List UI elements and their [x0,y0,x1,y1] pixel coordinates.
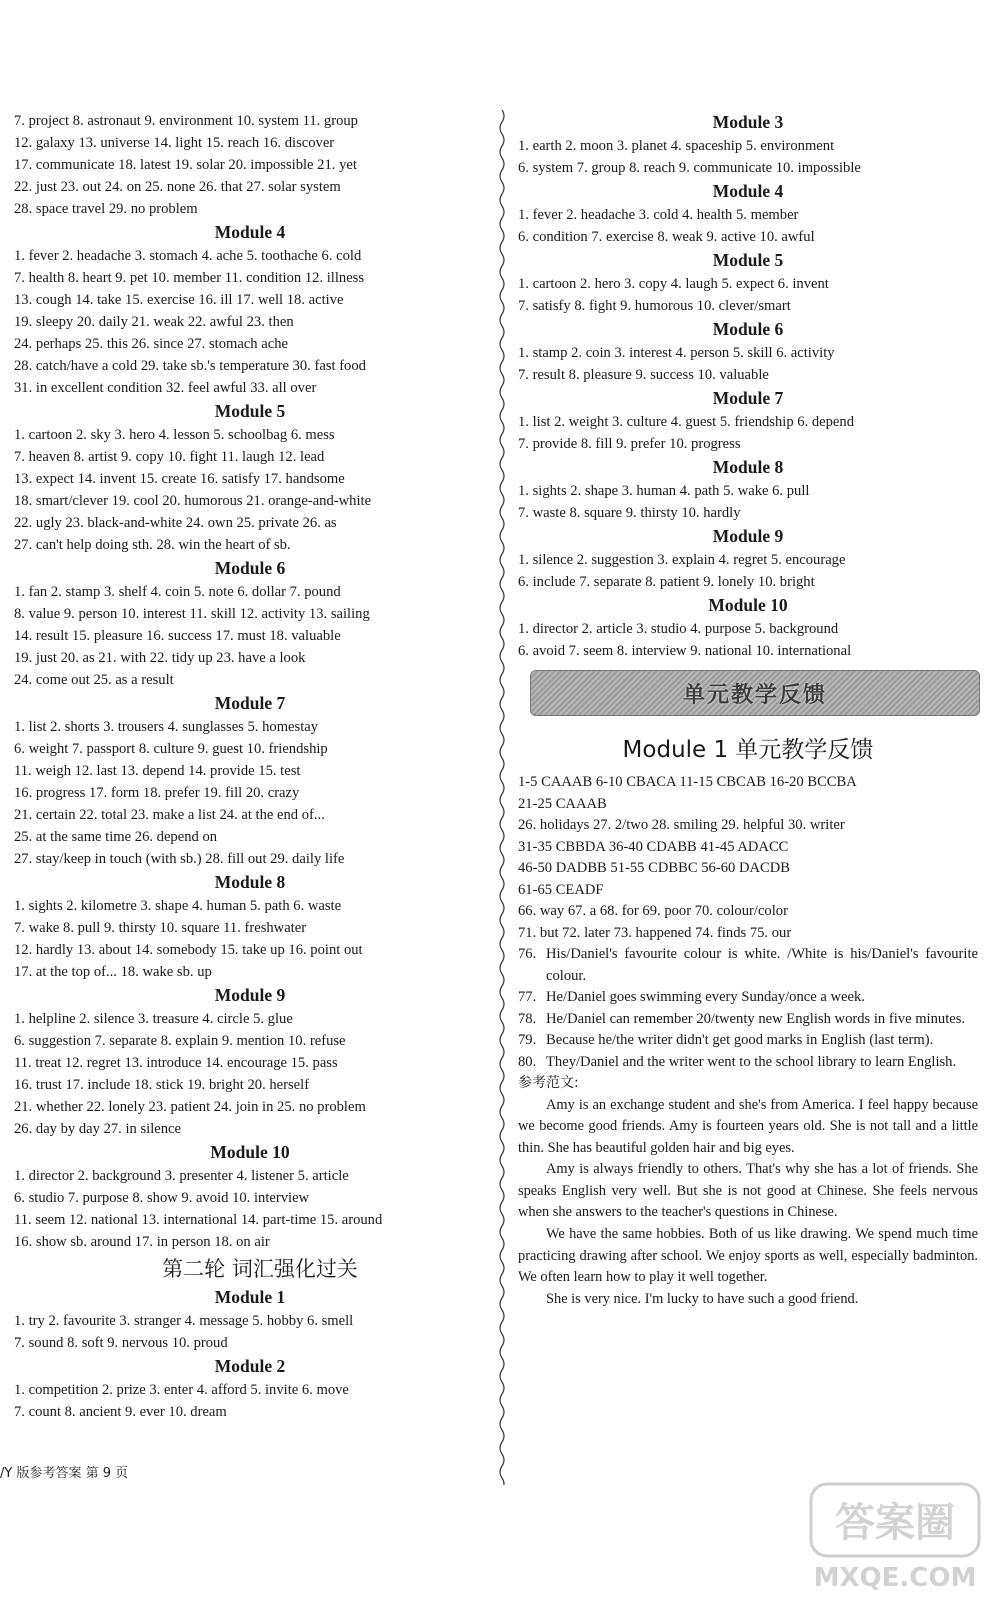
vocab-line: 21. whether 22. lonely 23. patient 24. join in 25. no problem [14,1099,366,1115]
vocab-line: 7. health 8. heart 9. pet 10. member 11. condition 12. illness [14,270,365,286]
vocab-line: 6. avoid 7. seem 8. interview 9. national 10. international [518,643,852,659]
vocab-line: 22. just 23. out 24. on 25. none 26. that 27. solar system [14,179,341,195]
vocab-line: 1. cartoon 2. sky 3. hero 4. lesson 5. schoolbag 6. mess [14,427,335,443]
right-column [518,110,988,1310]
module-heading: Module 7 [712,388,784,408]
vocab-line: 6. condition 7. exercise 8. weak 9. active 10. awful [518,229,815,245]
vocab-line: 1. fever 2. headache 3. stomach 4. ache 5. toothache 6. cold [14,248,362,264]
answer-number: 80. [518,1053,537,1070]
vocab-line: 11. treat 12. regret 13. introduce 14. encourage 15. pass [14,1055,338,1071]
vocab-line: 6. studio 7. purpose 8. show 9. avoid 10. interview [14,1190,310,1206]
vocab-line: 6. system 7. group 8. reach 9. communicate 10. impossible [518,160,861,176]
column-divider [497,110,507,1485]
answer-line: 21-25 CAAAB [518,795,607,812]
sentence-answer [518,1030,988,1052]
vocab-line: 24. perhaps 25. this 26. since 27. stomach ache [14,336,288,352]
sentence-answer [518,1009,988,1031]
module-heading: Module 10 [708,595,788,615]
vocab-line: 1. competition 2. prize 3. enter 4. afford 5. invite 6. move [14,1382,349,1398]
module-heading: Module 6 [214,558,286,578]
vocab-line: 13. expect 14. invent 15. create 16. satisfy 17. handsome [14,471,345,487]
answer-text: He/Daniel goes swimming every Sunday/once a week. [546,989,865,1005]
right-modules [518,110,988,662]
answer-list [518,772,988,944]
essay-paragraph: Amy is an exchange student and she's from America. I feel happy because we become good friends. Amy is fourteen years old. She is not tall and a little thin. She has beautiful golden hair and big eyes. [518,1096,978,1156]
sentence-answer [518,944,988,987]
essay-paragraph: Amy is always friendly to others. That's why she has a lot of friends. She speaks English very well. But she is not good at Chinese. She feels nervous when she answers to the teacher's questions in Chinese. [518,1161,978,1221]
answer-line: 1-5 CAAAB 6-10 CBACA 11-15 CBCAB 16-20 BCCBA [518,774,857,790]
module-heading: Module 3 [712,112,784,132]
round-title: 第二轮 词汇强化过关 [162,1257,358,1281]
essay-paragraph: We have the same hobbies. Both of us like drawing. We spend much time practicing drawing after school. We enjoy sports as well, especially badminton. We often learn how to play it well together. [518,1226,978,1286]
vocab-line: 28. catch/have a cold 29. take sb.'s temperature 30. fast food [14,358,366,374]
vocab-line: 11. weigh 12. last 13. depend 14. provide 15. test [14,763,301,779]
vocab-line: 7. satisfy 8. fight 9. humorous 10. clever/smart [518,298,791,314]
vocab-line: 7. result 8. pleasure 9. success 10. valuable [518,367,769,383]
vocab-line: 13. cough 14. take 15. exercise 16. ill 17. well 18. active [14,292,344,308]
module-heading: Module 2 [214,1356,286,1376]
vocab-line: 7. project 8. astronaut 9. environment 10. system 11. group [14,113,358,129]
vocab-line: 1. list 2. shorts 3. trousers 4. sunglasses 5. homestay [14,719,319,735]
vocab-line: 14. result 15. pleasure 16. success 17. must 18. valuable [14,628,341,644]
watermark-text-bottom: MXQE.COM [813,1563,977,1593]
answer-text: They/Daniel and the writer went to the school library to learn English. [546,1053,957,1070]
vocab-line: 24. come out 25. as a result [14,672,174,688]
vocab-line: 17. communicate 18. latest 19. solar 20. impossible 21. yet [14,157,357,173]
feedback-banner [530,670,980,716]
vocab-line: 1. try 2. favourite 3. stranger 4. message 5. hobby 6. smell [14,1313,354,1329]
vocab-line: 1. cartoon 2. hero 3. copy 4. laugh 5. expect 6. invent [518,276,829,292]
sample-essay-label: 参考范文: [518,1075,579,1091]
module-heading: Module 4 [712,181,784,201]
vocab-line: 12. hardly 13. about 14. somebody 15. take up 16. point out [14,942,363,958]
vocab-line: 16. show sb. around 17. in person 18. on air [14,1234,270,1250]
vocab-line: 8. value 9. person 10. interest 11. skill 12. activity 13. sailing [14,606,370,622]
watermark-logo [805,1480,985,1595]
vocab-line: 26. day by day 27. in silence [14,1121,181,1137]
answer-number: 76. [518,946,537,962]
vocab-line: 12. galaxy 13. universe 14. light 15. reach 16. discover [14,135,335,151]
vocab-line: 27. can't help doing sth. 28. win the heart of sb. [14,537,291,553]
module-heading: Module 5 [712,250,784,270]
module-heading: Module 10 [210,1142,290,1162]
vocab-line: 7. wake 8. pull 9. thirsty 10. square 11. freshwater [14,920,307,936]
answer-number: 79. [518,1032,537,1048]
vocab-line: 7. heaven 8. artist 9. copy 10. fight 11. laugh 12. lead [14,449,325,465]
vocab-line: 1. fever 2. headache 3. cold 4. health 5. member [518,207,799,223]
module-heading: Module 9 [712,526,784,546]
module-heading: Module 5 [214,401,286,421]
answer-line: 71. but 72. later 73. happened 74. finds 75. our [518,924,792,941]
vocab-line: 27. stay/keep in touch (with sb.) 28. fill out 29. daily life [14,851,345,867]
answer-text: His/Daniel's favourite colour is white. /White is his/Daniel's favourite colour. [546,946,978,984]
sentence-answer [518,987,988,1009]
module-heading: Module 1 [214,1287,286,1307]
vocab-line: 16. trust 17. include 18. stick 19. bright 20. herself [14,1077,310,1093]
vocab-line: 19. sleepy 20. daily 21. weak 22. awful 23. then [14,314,294,330]
vocab-line: 22. ugly 23. black-and-white 24. own 25. private 26. as [14,515,337,531]
vocab-line: 11. seem 12. national 13. international 14. part-time 15. around [14,1212,383,1228]
module-heading: Module 4 [214,222,286,242]
vocab-line: 1. fan 2. stamp 3. shelf 4. coin 5. note 6. dollar 7. pound [14,584,341,600]
vocab-line: 1. helpline 2. silence 3. treasure 4. circle 5. glue [14,1011,293,1027]
vocab-line: 21. certain 22. total 23. make a list 24. at the end of... [14,807,325,823]
answer-number: 78. [518,1010,537,1027]
vocab-line: 1. earth 2. moon 3. planet 4. spaceship 5. environment [518,138,835,154]
answer-line: 26. holidays 27. 2/two 28. smiling 29. helpful 30. writer [518,817,845,833]
sentence-answers [518,944,988,1073]
essay-paragraph: She is very nice. I'm lucky to have such a good friend. [546,1290,859,1307]
module-heading: Module 6 [712,319,784,339]
vocab-line: 16. progress 17. form 18. prefer 19. fill 20. crazy [14,785,300,801]
vocab-line: 1. stamp 2. coin 3. interest 4. person 5. skill 6. activity [518,345,835,361]
answer-number: 77. [518,989,537,1005]
watermark-text-top: 答案圈 [835,1500,955,1546]
left-column [14,110,486,1423]
module-heading: Module 7 [214,693,286,713]
answer-line: 66. way 67. a 68. for 69. poor 70. colour/color [518,903,788,919]
vocab-line: 1. director 2. article 3. studio 4. purpose 5. background [518,621,839,637]
banner-title: 单元教学反馈 [682,682,827,708]
vocab-line: 7. provide 8. fill 9. prefer 10. progress [518,436,741,452]
vocab-line: 31. in excellent condition 32. feel awful 33. all over [14,380,317,396]
vocab-line: 7. sound 8. soft 9. nervous 10. proud [14,1335,228,1351]
vocab-line: 1. director 2. background 3. presenter 4. listener 5. article [14,1168,349,1184]
vocab-line: 1. silence 2. suggestion 3. explain 4. regret 5. encourage [518,552,846,568]
vocab-line: 19. just 20. as 21. with 22. tidy up 23. have a look [14,650,306,666]
vocab-line: 6. include 7. separate 8. patient 9. lonely 10. bright [518,574,815,590]
vocab-line: 28. space travel 29. no problem [14,201,198,217]
module-heading: Module 9 [214,985,286,1005]
vocab-line: 18. smart/clever 19. cool 20. humorous 21. orange-and-white [14,493,372,509]
vocab-line: 6. weight 7. passport 8. culture 9. guest 10. friendship [14,741,328,757]
sample-essay [518,1095,988,1311]
answer-line: 61-65 CEADF [518,881,604,898]
vocab-line: 7. waste 8. square 9. thirsty 10. hardly [518,505,741,521]
section-title: Module 1 单元教学反馈 [622,737,874,763]
sentence-answer [518,1052,988,1074]
vocab-line: 1. sights 2. kilometre 3. shape 4. human 5. path 6. waste [14,898,342,914]
page-footer: /Y 版参考答案 第 9 页 [0,1466,129,1481]
module-heading: Module 8 [712,457,784,477]
vocab-line: 1. list 2. weight 3. culture 4. guest 5. friendship 6. depend [518,414,855,430]
answer-line: 46-50 DADBB 51-55 CDBBC 56-60 DACDB [518,860,791,876]
vocab-line: 6. suggestion 7. separate 8. explain 9. mention 10. refuse [14,1033,346,1049]
answer-text: Because he/the writer didn't get good marks in English (last term). [546,1032,934,1048]
vocab-line: 25. at the same time 26. depend on [14,829,218,845]
vocab-line: 1. sights 2. shape 3. human 4. path 5. wake 6. pull [518,483,810,499]
answer-line: 31-35 CBBDA 36-40 CDABB 41-45 ADACC [518,838,789,855]
module-heading: Module 8 [214,872,286,892]
vocab-line: 17. at the top of... 18. wake sb. up [14,964,212,980]
answer-text: He/Daniel can remember 20/twenty new English words in five minutes. [546,1010,966,1027]
vocab-line: 7. count 8. ancient 9. ever 10. dream [14,1404,227,1420]
